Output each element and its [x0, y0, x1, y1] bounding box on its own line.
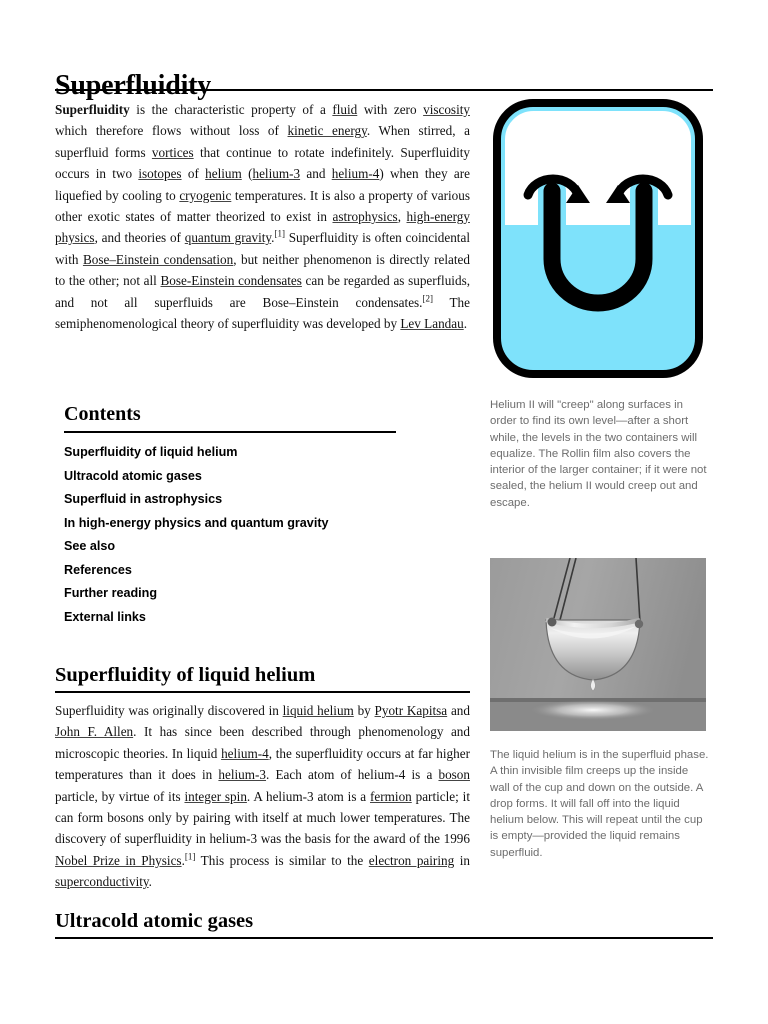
contents-heading: Contents [64, 403, 141, 425]
clamp-right [635, 620, 643, 628]
toc-item-superfluid-in-astrophysics[interactable]: Superfluid in astrophysics [64, 492, 223, 506]
page-title: Superfluidity [55, 69, 212, 101]
title-divider [55, 89, 713, 91]
table-of-contents [64, 401, 396, 629]
helium-creep-illustration [490, 99, 706, 378]
toc-item-superfluidity-of-liquid-helium[interactable]: Superfluidity of liquid helium [64, 445, 238, 459]
toc-item-in-high-energy-physics-and-quantum-gravity[interactable]: In high-energy physics and quantum gravity [64, 515, 329, 530]
figure-helium-creep-diagram [490, 99, 706, 378]
toc-item-further-reading[interactable]: Further reading [64, 586, 158, 600]
toc-item-see-also[interactable]: See also [64, 539, 116, 553]
clamp-left [548, 618, 557, 627]
toc-item-references[interactable]: References [64, 562, 132, 577]
bath-reflection-glow [531, 700, 655, 720]
section-paragraph: Superfluidity was originally discovered in liquid helium by Pyotr Kapitsa and John F. Allen. It has since been described through phenomenology and microscopic theories. In liquid helium-4, the superfluidity occurs at far higher temperatures than it does in helium-3. Each atom of helium-4 is a boson particle, by virtue of its integer spin. A helium-3 atom is a fermion particle; it can form bosons only by pairing with itself at much lower temperatures. The discovery of superfluidity in helium-3 was the basis for the award of the 1996 Nobel Prize in Physics.[1] This process is similar to the electron pairing in superconductivity. [55, 703, 470, 890]
section-heading: Ultracold atomic gases [55, 910, 254, 932]
caption-text: Helium II will "creep" along surfaces in order to find its own level—after a short while, the levels in the two containers will equalize. The Rollin film also covers the interior of the larger container; if it were not sealed, the helium II would creep out and escape. [490, 399, 707, 509]
intro-section [55, 99, 470, 334]
section-heading: Superfluidity of liquid helium [55, 664, 316, 686]
section-divider [55, 937, 713, 939]
toc-item-external-links[interactable]: External links [64, 609, 146, 624]
figure-caption-photo [490, 740, 710, 861]
superfluid-cup-photograph [490, 558, 706, 731]
figure-superfluid-helium-cup-photo [490, 558, 706, 731]
section-ultracold-atomic-gases [55, 908, 713, 939]
contents-list [64, 441, 396, 629]
section-divider [55, 691, 470, 693]
section-superfluidity-of-liquid-helium [55, 662, 470, 893]
intro-paragraph: Superfluidity is the characteristic property of a fluid with zero viscosity which therefore flows without loss of kinetic energy. When stirred, a superfluid forms vortices that continue to rotate indefinitely. Superfluidity occurs in two isotopes of helium (helium-3 and helium-4) when they are liquefied by cooling to cryogenic temperatures. It is also a property of various other exotic states of matter theorized to exist in astrophysics, high-energy physics, and theories of quantum gravity.[1] Superfluidity is often coincidental with Bose–Einstein condensation, but neither phenomenon is directly related to the other; not all Bose-Einstein condensates can be regarded as superfluids, and not all superfluids are Bose–Einstein condensates.[2] The semiphenomenological theory of superfluidity was developed by Lev Landau. [55, 102, 471, 332]
caption-text: The liquid helium is in the superfluid phase. A thin invisible film creeps up the inside wall of the cup and down on the outside. A drop forms. It will fall off into the liquid helium below. This will repeat until the cup is empty—provided the liquid remains superfluid. [490, 749, 709, 859]
figure-caption-creep [490, 390, 708, 511]
contents-divider [64, 431, 396, 433]
toc-item-ultracold-atomic-gases[interactable]: Ultracold atomic gases [64, 468, 202, 483]
